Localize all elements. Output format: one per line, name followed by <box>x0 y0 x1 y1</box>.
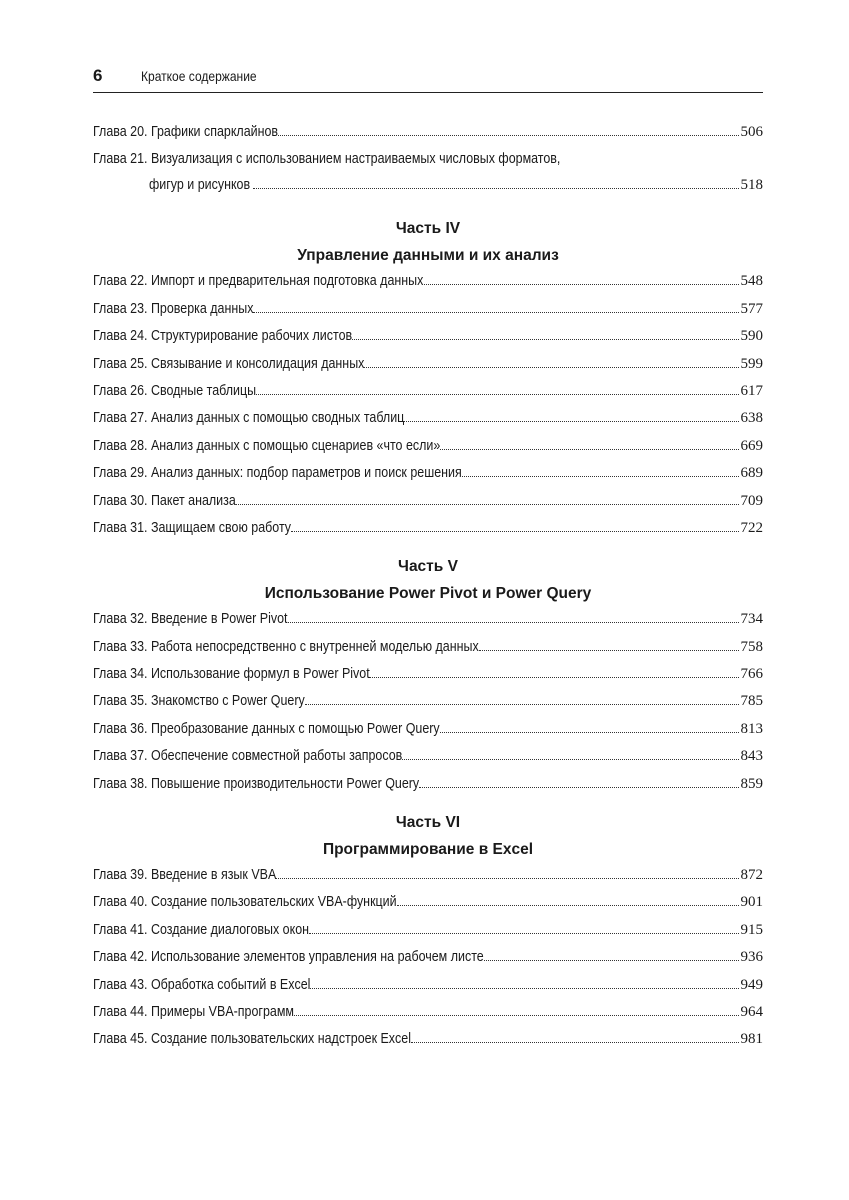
toc-entry-label: Глава 39. Введение в язык VBA <box>93 867 277 884</box>
toc-entry-page: 506 <box>740 124 763 140</box>
dot-leader <box>364 367 739 368</box>
toc-entry-label: Глава 30. Пакет анализа <box>93 492 236 509</box>
dot-leader <box>479 650 738 651</box>
toc-entry-page: 577 <box>740 300 763 317</box>
toc-entry <box>93 721 763 748</box>
toc-entry-label: Глава 23. Проверка данных <box>93 300 254 317</box>
toc-entry-page: 936 <box>740 949 763 966</box>
page-number: 6 <box>93 66 103 85</box>
toc-part <box>93 547 763 803</box>
table-of-contents <box>93 124 763 1059</box>
toc-entry-label: Глава 27. Анализ данных с помощью сводных таблиц <box>93 410 405 427</box>
toc-entry <box>93 977 763 1004</box>
toc-entry-page: 590 <box>740 328 763 345</box>
dot-leader <box>369 677 738 678</box>
toc-part <box>93 209 763 547</box>
toc-entry-page: 709 <box>740 492 763 509</box>
part-heading <box>93 215 763 273</box>
toc-entry <box>93 894 763 921</box>
toc-entry-page: 734 <box>740 611 763 628</box>
toc-entry-page: 901 <box>740 894 763 911</box>
toc-entry <box>93 520 763 547</box>
toc-entry-page: 548 <box>740 273 763 290</box>
toc-entry-page: 964 <box>740 1003 763 1020</box>
toc-entry <box>93 328 763 355</box>
toc-entry <box>93 151 763 209</box>
dot-leader <box>424 284 739 285</box>
toc-entry-page: 915 <box>740 921 763 938</box>
dot-leader <box>256 394 739 395</box>
part-number: Часть VI <box>395 814 461 832</box>
dot-leader <box>310 988 738 989</box>
dot-leader <box>440 732 739 733</box>
toc-entry <box>93 438 763 465</box>
toc-entry <box>93 666 763 693</box>
toc-entry <box>93 867 763 894</box>
dot-leader <box>404 421 738 422</box>
toc-entry-label: Глава 24. Структурирование рабочих листов <box>93 328 353 345</box>
part-title: Использование Power Pivot и Power Query <box>264 585 592 603</box>
dot-leader <box>276 878 738 879</box>
toc-entry-label: Глава 20. Графики спарклайнов <box>93 124 279 140</box>
toc-entry-label: Глава 36. Преобразование данных с помощью Power Query <box>93 720 440 737</box>
toc-entry-label: Глава 26. Сводные таблицы <box>93 382 257 399</box>
dot-leader <box>253 312 738 313</box>
dot-leader <box>236 504 739 505</box>
toc-entry-label: Глава 37. Обеспечение совместной работы запросов <box>93 748 403 765</box>
dot-leader <box>253 188 739 189</box>
toc-entry-label: Глава 25. Связывание и консолидация данных <box>93 355 365 372</box>
toc-entry-page: 518 <box>740 177 763 194</box>
toc-entry-label: Глава 29. Анализ данных: подбор параметров и поиск решения <box>93 465 462 482</box>
toc-entry <box>93 301 763 328</box>
dot-leader <box>402 759 739 760</box>
toc-entry <box>93 776 763 803</box>
dot-leader <box>419 787 738 788</box>
part-title: Программирование в Excel <box>322 841 534 859</box>
dot-leader <box>278 135 738 136</box>
toc-entry-page: 872 <box>740 867 763 884</box>
toc-entry-label: Глава 43. Обработка событий в Excel <box>93 976 311 993</box>
toc-entry-page: 843 <box>740 748 763 765</box>
toc-entry-label: Глава 45. Создание пользовательских надстроек Excel <box>93 1031 411 1048</box>
dot-leader <box>305 704 739 705</box>
toc-entry-page: 669 <box>740 437 763 454</box>
dot-leader <box>291 531 738 532</box>
toc-entry <box>93 273 763 300</box>
toc-entry-page: 981 <box>740 1031 763 1048</box>
toc-entry-page: 722 <box>740 519 763 536</box>
toc-entry <box>93 922 763 949</box>
toc-entry <box>93 748 763 775</box>
toc-entry-page: 859 <box>740 775 763 792</box>
toc-entry-label: Глава 33. Работа непосредственно с внутренней моделью данных <box>93 638 479 655</box>
toc-entry-label: Глава 38. Повышение производительности Power Query <box>93 775 420 792</box>
dot-leader <box>309 933 738 934</box>
toc-entry-label: Глава 44. Примеры VBA-программ <box>93 1003 294 1020</box>
toc-entry-label-continued: фигур и рисунков <box>149 177 251 194</box>
toc-part <box>93 803 763 1059</box>
toc-entry-label: Глава 22. Импорт и предварительная подготовка данных <box>93 273 424 290</box>
toc-entry <box>93 493 763 520</box>
toc-entry-page: 766 <box>740 666 763 683</box>
toc-entry-page: 813 <box>740 720 763 737</box>
toc-entry-label: Глава 42. Использование элементов управления на рабочем листе <box>93 949 484 966</box>
part-number: Часть IV <box>395 220 461 238</box>
dot-leader <box>411 1042 739 1043</box>
toc-entry <box>93 383 763 410</box>
toc-entry-page: 638 <box>740 410 763 427</box>
toc-entry <box>93 639 763 666</box>
toc-entry-page: 617 <box>740 382 763 399</box>
dot-leader <box>484 960 738 961</box>
toc-entry-label: Глава 21. Визуализация с использованием настраиваемых числовых форматов, <box>93 151 561 168</box>
dot-leader <box>462 476 739 477</box>
toc-entry <box>93 1004 763 1031</box>
toc-entry-label: Глава 32. Введение в Power Pivot <box>93 611 288 628</box>
part-number: Часть V <box>398 558 458 576</box>
toc-entry <box>93 611 763 638</box>
part-heading <box>93 809 763 867</box>
dot-leader <box>294 1015 739 1016</box>
toc-entry <box>93 693 763 720</box>
toc-entry-page: 599 <box>740 355 763 372</box>
page-header <box>93 66 763 93</box>
toc-entry <box>93 1031 763 1058</box>
toc-entry-page: 949 <box>740 976 763 993</box>
toc-entry <box>93 465 763 492</box>
toc-entry-label: Глава 31. Защищаем свою работу <box>93 519 292 536</box>
toc-entry <box>93 949 763 976</box>
toc-entry-label: Глава 35. Знакомство с Power Query <box>93 693 305 710</box>
toc-entry <box>93 410 763 437</box>
running-title: Краткое содержание <box>141 68 257 84</box>
toc-entry <box>93 356 763 383</box>
dot-leader <box>288 622 739 623</box>
toc-entry-label: Глава 28. Анализ данных с помощью сценариев «что если» <box>93 437 441 454</box>
dot-leader <box>440 449 738 450</box>
dot-leader <box>352 339 738 340</box>
part-title: Управление данными и их анализ <box>297 247 559 265</box>
part-heading <box>93 553 763 611</box>
dot-leader <box>397 905 739 906</box>
toc-entry <box>93 124 763 151</box>
toc-entry-label: Глава 41. Создание диалоговых окон <box>93 921 310 938</box>
toc-entry-label: Глава 40. Создание пользовательских VBA-функций <box>93 894 397 911</box>
toc-entry-page: 758 <box>740 638 763 655</box>
toc-entry-page: 785 <box>740 693 763 710</box>
toc-entry-page: 689 <box>740 465 763 482</box>
toc-entry-label: Глава 34. Использование формул в Power Pivot <box>93 666 370 683</box>
